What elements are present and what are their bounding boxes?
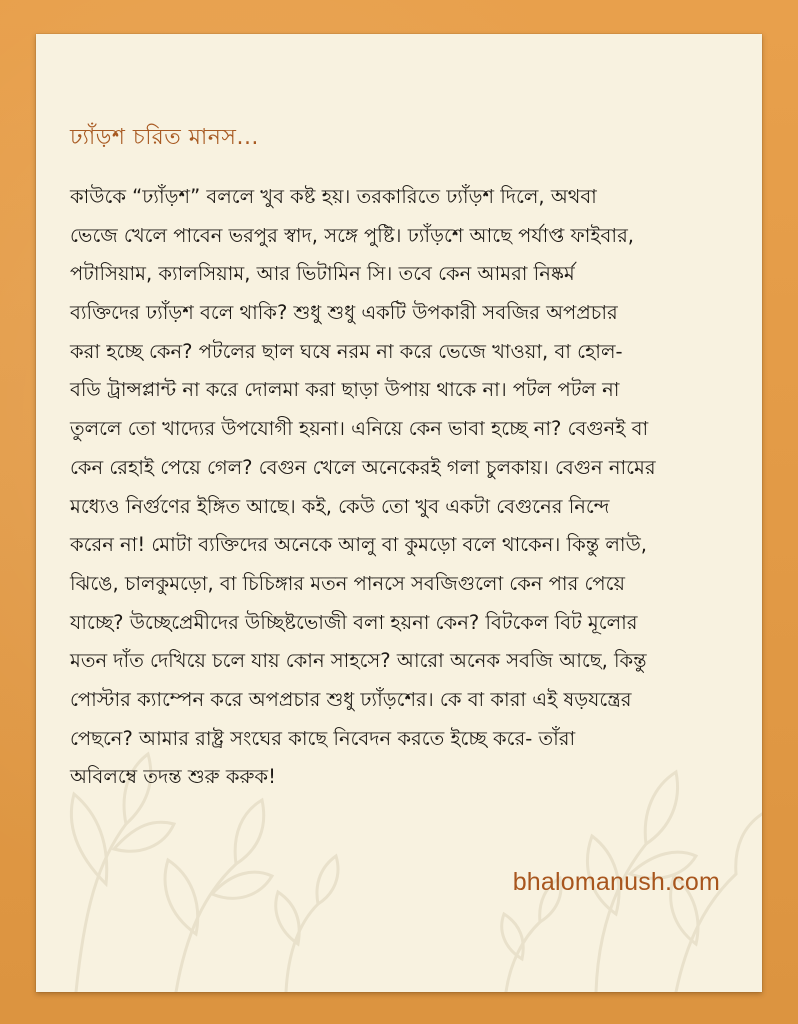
body-line: করেন না! মোটা ব্যক্তিদের অনেকে আলু বা কুমড়ো বলে থাকেন। কিন্তু লাউ, — [70, 533, 647, 557]
body-line: কেন রেহাই পেয়ে গেল? বেগুন খেলে অনেকেরই গলা চুলকায়। বেগুন নামের — [70, 455, 656, 479]
body-line: যাচ্ছে? উচ্ছেপ্রেমীদের উচ্ছিষ্টভোজী বলা হয়না কেন? বিটকেল বিট মূলোর — [70, 610, 638, 634]
body-line: ভেজে খেলে পাবেন ভরপুর স্বাদ, সঙ্গে পুষ্টি। ঢ্যাঁড়শে আছে পর্যাপ্ত ফাইবার, — [70, 223, 634, 247]
body-line: পোস্টার ক্যাম্পেন করে অপপ্রচার শুধু ঢ্যাঁড়শের। কে বা কারা এই ষড়যন্ত্রের — [70, 687, 632, 711]
body-line: করা হচ্ছে কেন? পটলের ছাল ঘষে নরম না করে ভেজে খাওয়া, বা হোল- — [70, 339, 623, 363]
body-line: তুললে তো খাদ্যের উপযোগী হয়না। এনিয়ে কেন ভাবা হচ্ছে না? বেগুনই বা — [70, 417, 649, 441]
body-line: পটাসিয়াম, ক্যালসিয়াম, আর ভিটামিন সি। তবে কেন আমরা নিষ্কর্ম — [70, 262, 575, 286]
article-title: ঢ্যাঁড়শ চরিত মানস... — [70, 125, 259, 150]
body-line: বডি ট্রান্সপ্লান্ট না করে দোলমা করা ছাড়া উপায় থাকে না। পটল পটল না — [70, 378, 620, 402]
body-line: ব্যক্তিদের ঢ্যাঁড়শ বলে থাকি? শুধু শুধু একটি উপকারী সবজির অপপ্রচার — [70, 301, 618, 325]
body-line: কাউকে “ঢ্যাঁড়শ” বললে খুব কষ্ট হয়। তরকারিতে ঢ্যাঁড়শ দিলে, অথবা — [70, 185, 597, 208]
article-body — [70, 178, 730, 797]
website-url: bhalomanush.com — [512, 868, 720, 896]
body-line: ঝিঙে, চালকুমড়ো, বা চিচিঙ্গার মতন পানসে সবজিগুলো কেন পার পেয়ে — [70, 571, 625, 595]
body-line: অবিলম্বে তদন্ত শুরু করুক! — [70, 765, 276, 789]
article-card — [36, 34, 762, 992]
body-line: পেছনে? আমার রাষ্ট্র সংঘের কাছে নিবেদন করতে ইচ্ছে করে- তাঁরা — [70, 726, 576, 750]
body-line: মতন দাঁত দেখিয়ে চলে যায় কোন সাহসে? আরো অনেক সবজি আছে, কিন্তু — [70, 649, 647, 673]
body-line: মধ্যেও নির্গুণের ইঙ্গিত আছে। কই, কেউ তো খুব একটা বেগুনের নিন্দে — [70, 494, 610, 518]
